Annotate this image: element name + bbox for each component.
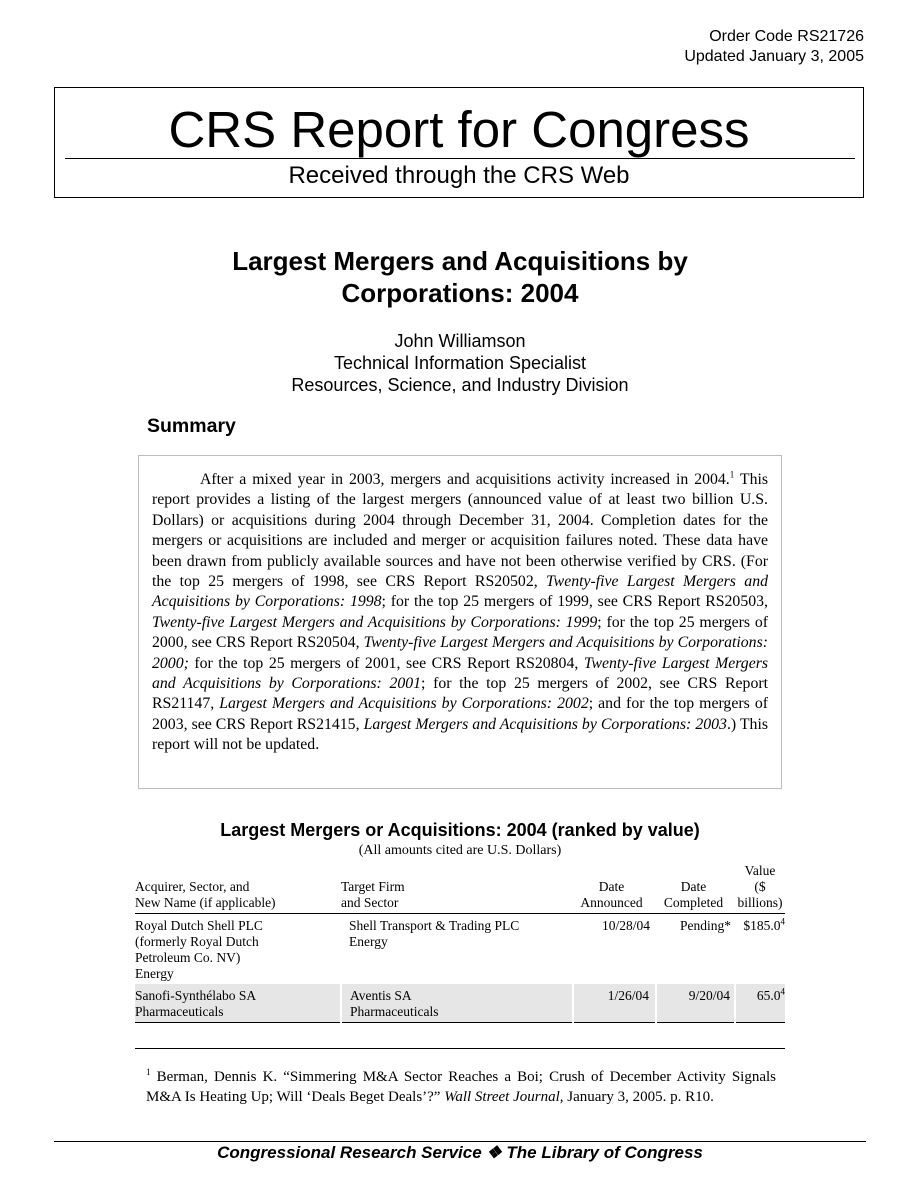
summary-segment: .) This report will not be updated. [152,715,768,754]
header-completed: Date Completed [663,879,724,910]
cell-announced: 10/28/04 [601,918,650,933]
footer [0,1143,920,1163]
report-title-line2: Corporations: 2004 [341,278,579,308]
cell-value [735,914,785,985]
table-row [135,914,785,985]
cell-completed: 9/20/04 [656,984,735,1023]
cell-acquirer: Royal Dutch Shell PLC (formerly Royal Dutch Petroleum Co. NV) Energy [135,918,263,981]
author-block [0,330,920,396]
cell-announced: 1/26/04 [573,984,656,1023]
summary-segment: ; for the top 25 mergers of 2000, see CRS Report RS20504, [152,613,768,652]
report-citation: Twenty-five Largest Mergers and Acquisitions by Corporations: 1999 [152,613,598,631]
mergers-table [135,861,785,1023]
summary-segment: ; for the top 25 mergers of 2002, see CRS Report RS21147, [152,675,768,713]
author-name: John Williamson [394,331,526,351]
author-division: Resources, Science, and Industry Division [291,375,629,395]
summary-segment: After a mixed year in 2003, mergers and acquisitions activity increased in 2004. [200,471,730,488]
footnote-journal: Wall Street Journal [444,1088,560,1105]
table-row [135,984,785,1023]
report-citation: Twenty-five Largest Mergers and Acquisitions by Corporations: 1998 [152,573,768,611]
footnote-text-before: Berman, Dennis K. “Simmering M&A Sector Reaches a Boi; Crush of December Activity Signals M&A Is Heating Up; Will ‘Deals Beget Deals’?” [146,1069,776,1105]
value-footnote-ref: 4 [780,916,785,927]
table-title: Largest Mergers or Acquisitions: 2004 (ranked by value) [220,820,700,840]
footer-right: The Library of Congress [506,1143,703,1162]
footnote-number: 1 [146,1067,151,1077]
cell-acquirer: Sanofi-Synthélabo SA Pharmaceuticals [135,984,341,1023]
header-announced: Date Announced [580,879,643,910]
header-acquirer: Acquirer, Sector, and New Name (if applicable) [135,879,276,910]
footer-separator-icon: ❖ [486,1143,502,1162]
report-title [0,245,920,309]
footnote [146,1068,776,1107]
cell-value [735,984,785,1023]
summary-text [152,470,768,756]
footnote-text-after: , January 3, 2005. p. R10. [559,1088,714,1105]
cell-completed: Pending* [679,918,731,933]
cell-target: Shell Transport & Trading PLC Energy [349,918,520,949]
value-amount: 65.0 [756,988,781,1003]
author-title: Technical Information Specialist [333,353,587,373]
report-citation: Largest Mergers and Acquisitions by Corporations: 2002 [219,695,589,713]
cell-target: Aventis SA Pharmaceuticals [341,984,573,1023]
value-footnote-ref: 4 [780,986,785,997]
value-amount: $185.0 [743,918,781,933]
report-citation: Twenty-five Largest Mergers and Acquisitions by Corporations: 2000; [152,634,768,672]
header-value: Value ($ billions) [737,863,783,910]
summary-segment: for the top 25 mergers of 2001, see CRS Report RS20804, [188,654,584,672]
header-target: Target Firm and Sector [341,879,405,910]
masthead-divider [65,158,855,159]
footer-left: Congressional Research Service [217,1143,482,1162]
masthead-subtitle: Received through the CRS Web [288,162,630,189]
order-code-block [684,27,864,67]
updated-date: Updated January 3, 2005 [684,48,864,65]
masthead [54,87,864,198]
footnote-ref: 1 [729,469,735,480]
masthead-title: CRS Report for Congress [168,101,750,158]
report-citation: Largest Mergers and Acquisitions by Corporations: 2003 [363,715,727,733]
table-subtitle: (All amounts cited are U.S. Dollars) [358,843,562,858]
footnote-divider [135,1048,785,1049]
summary-segment: This report provides a listing of the largest mergers (announced value of at least two billion U.S. Dollars) or acquisitions during 2004 through December 31, 2004. Completion dates for the mergers or acquisitions are included and merger or acquisition failures noted. These data have been drawn from publicly available sources and have not been otherwise verified by CRS. (For the top 25 mergers of 1998, see CRS Report RS20502, [152,471,768,591]
summary-segment: ; for the top 25 mergers of 1999, see CRS Report RS20503, [381,593,768,611]
report-title-line1: Largest Mergers and Acquisitions by [232,246,688,276]
order-code: Order Code RS21726 [709,28,864,45]
footer-divider [54,1141,866,1142]
summary-segment: ; and for the top mergers of 2003, see CRS Report RS21415, [152,695,768,733]
table-header-row [135,861,785,914]
summary-heading: Summary [147,415,236,437]
report-citation: Twenty-five Largest Mergers and Acquisitions by Corporations: 2001 [152,654,769,693]
summary-box [138,455,782,789]
